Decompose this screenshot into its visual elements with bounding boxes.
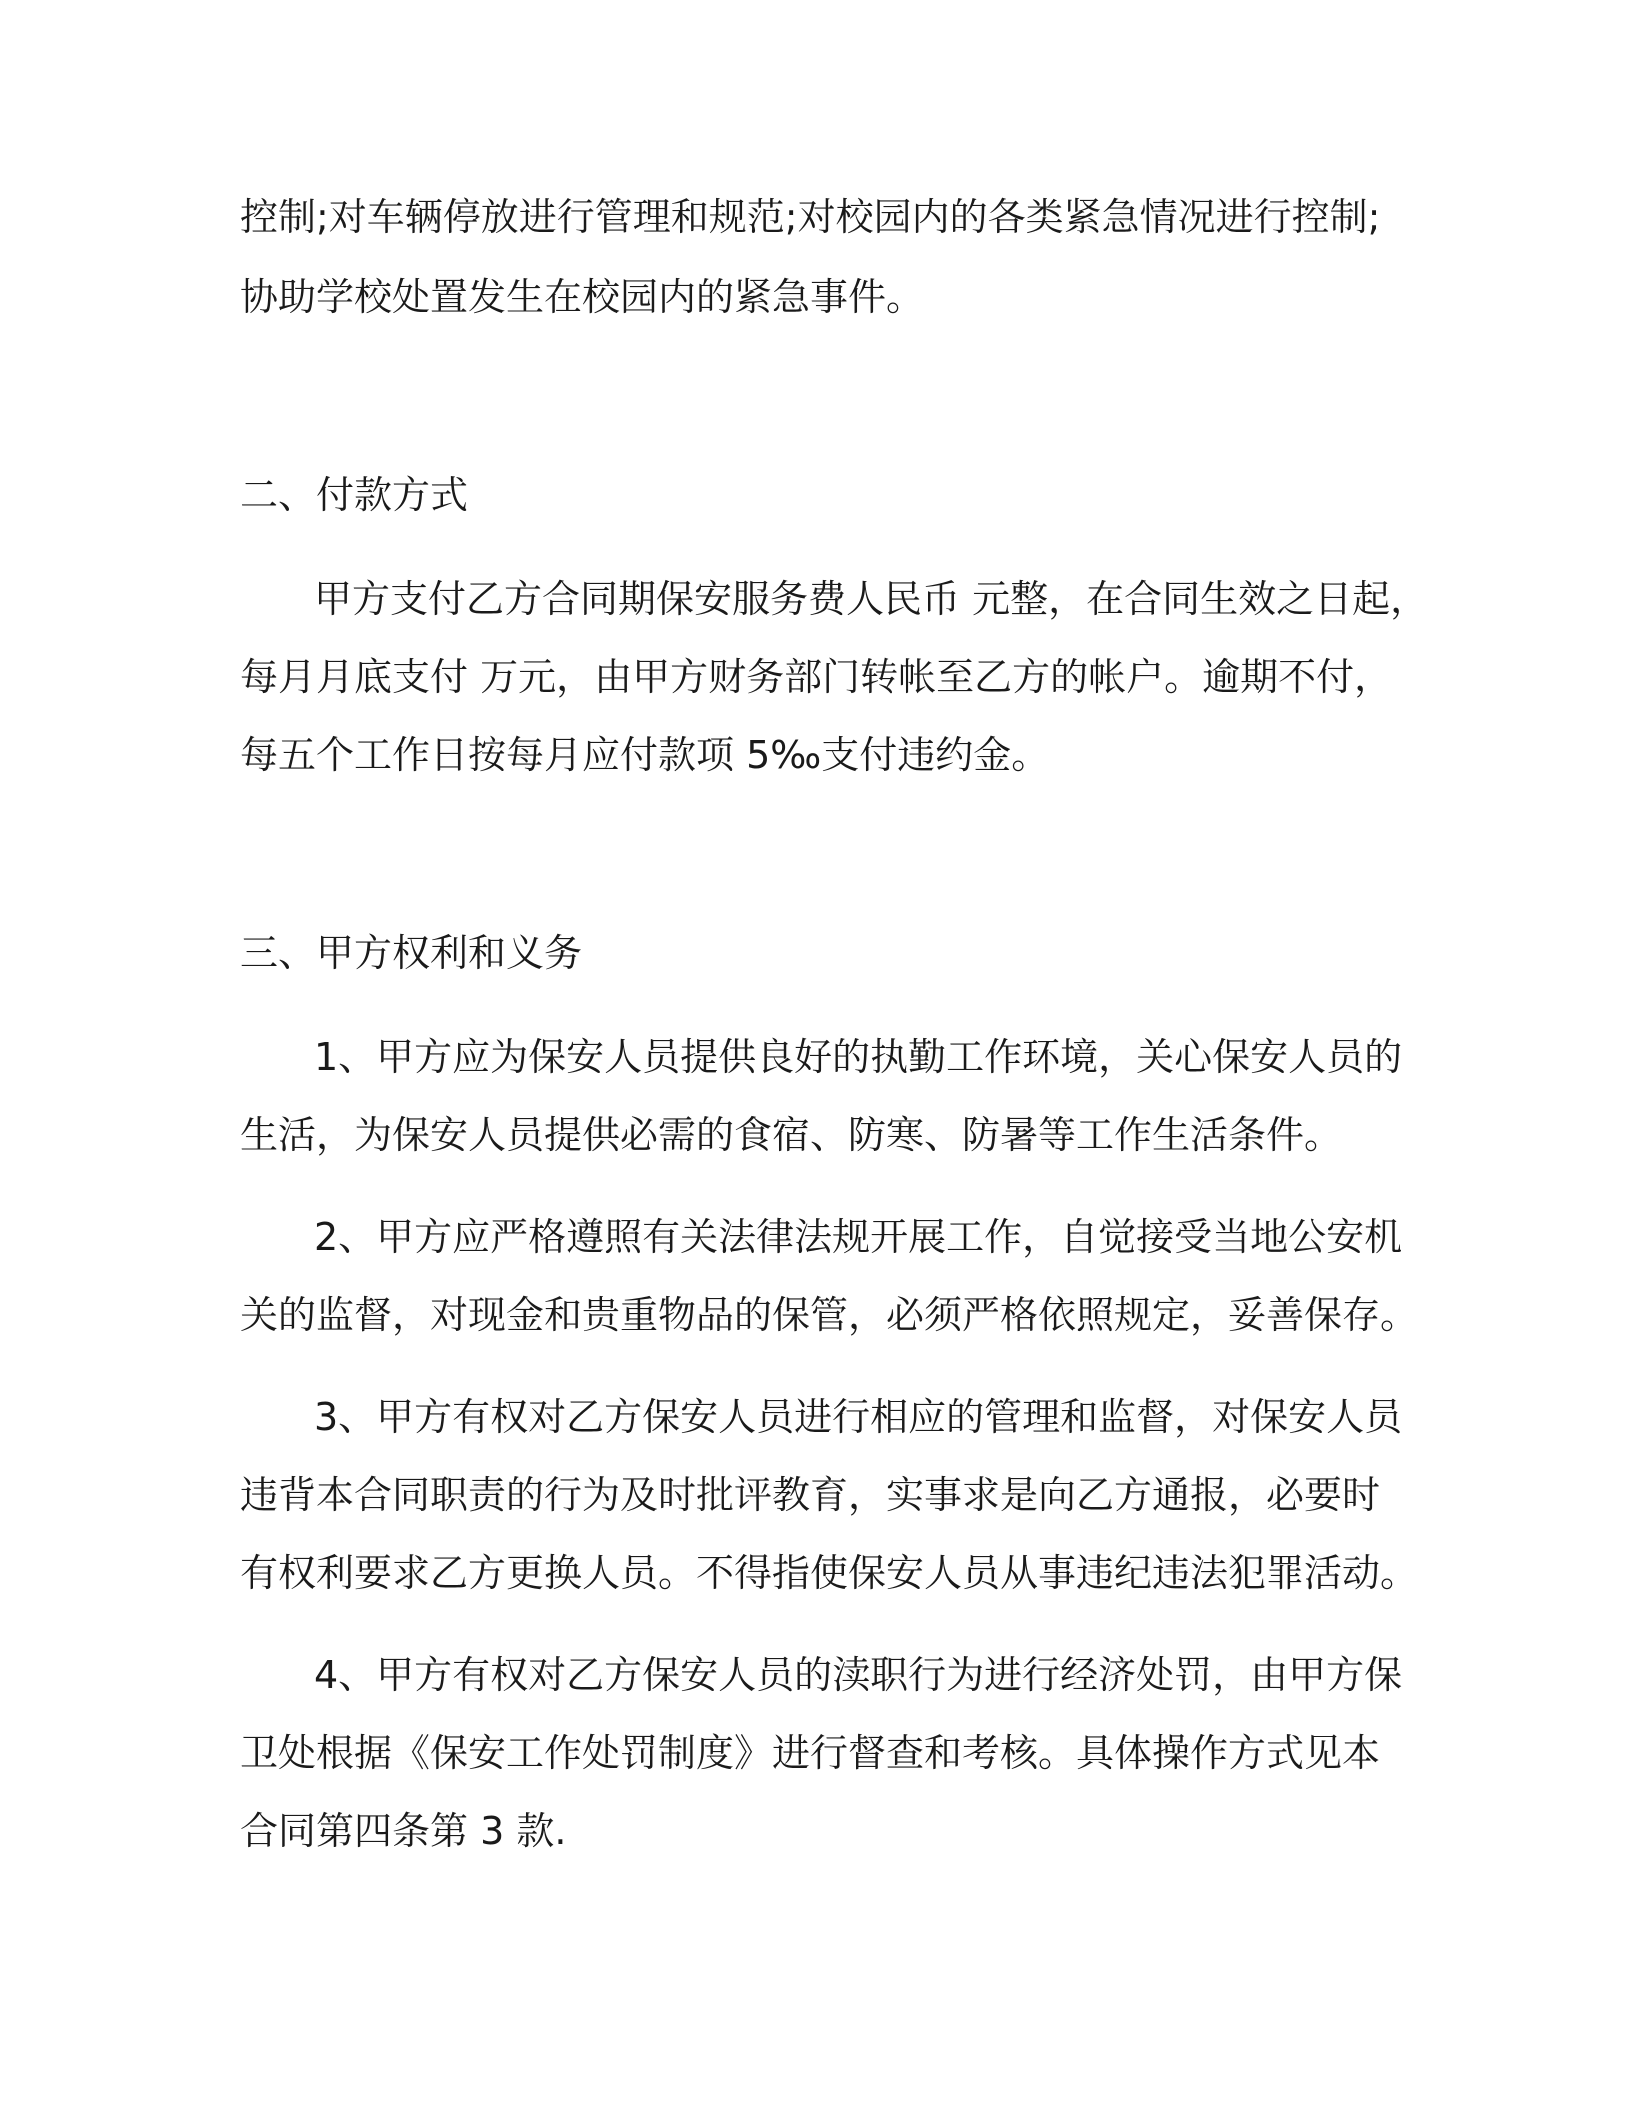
body-text-line: 每五个工作日按每月应付款项 5‰支付违约金。 (240, 733, 1050, 777)
section-heading-payment: 二、付款方式 (240, 473, 469, 517)
body-text-line: 控制;对车辆停放进行管理和规范;对校园内的各类紧急情况进行控制; (240, 195, 1381, 239)
list-item-line: 违背本合同职责的行为及时批评教育，实事求是向乙方通报，必要时 (240, 1473, 1381, 1517)
list-item-line: 4、甲方有权对乙方保安人员的渎职行为进行经济处罚，由甲方保 (314, 1653, 1403, 1697)
body-text-line: 协助学校处置发生在校园内的紧急事件。 (240, 275, 925, 319)
list-item-line: 生活，为保安人员提供必需的食宿、防寒、防暑等工作生活条件。 (240, 1113, 1343, 1157)
list-item-line: 卫处根据《保安工作处罚制度》进行督查和考核。具体操作方式见本 (240, 1731, 1381, 1775)
list-item-line: 合同第四条第 3 款. (240, 1809, 567, 1853)
list-item-line: 关的监督，对现金和贵重物品的保管，必须严格依照规定，妥善保存。 (240, 1293, 1419, 1337)
body-text-line: 每月月底支付 万元，由甲方财务部门转帐至乙方的帐户。逾期不付， (240, 655, 1393, 699)
body-text-line: 甲方支付乙方合同期保安服务费人民币 元整，在合同生效之日起， (314, 577, 1429, 621)
section-heading-rights: 三、甲方权利和义务 (240, 931, 583, 975)
list-item-line: 2、甲方应严格遵照有关法律法规开展工作，自觉接受当地公安机 (314, 1215, 1403, 1259)
list-item-line: 有权利要求乙方更换人员。不得指使保安人员从事违纪违法犯罪活动。 (240, 1551, 1419, 1595)
list-item-line: 3、甲方有权对乙方保安人员进行相应的管理和监督，对保安人员 (314, 1395, 1403, 1439)
list-item-line: 1、甲方应为保安人员提供良好的执勤工作环境，关心保安人员的 (314, 1035, 1403, 1079)
